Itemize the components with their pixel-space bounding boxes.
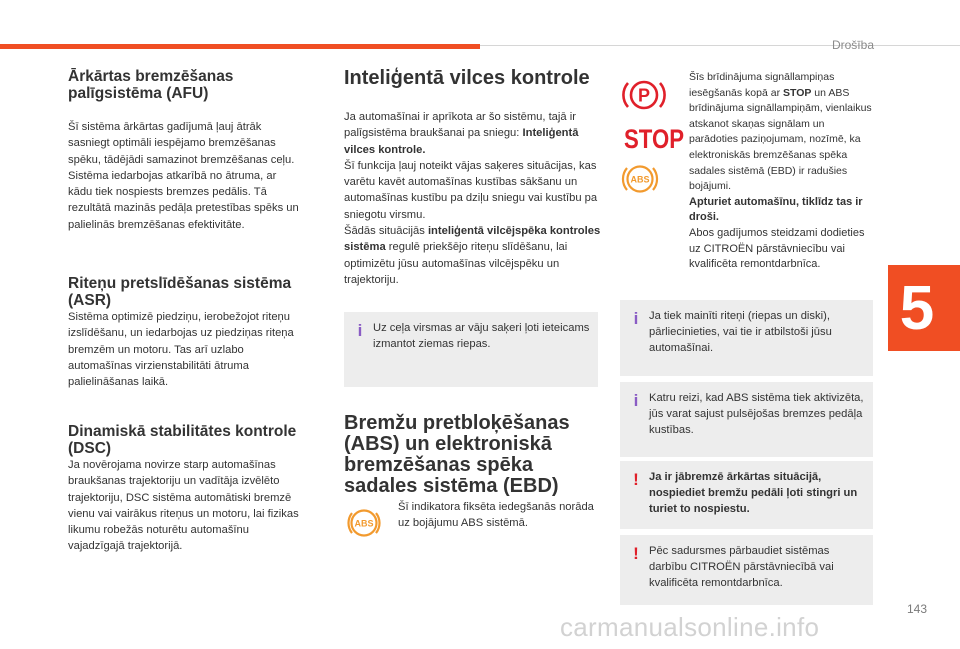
abs-pulse-note <box>620 382 873 457</box>
traction-para-1: Ja automašīnai ir aprīkota ar šo sistēmu, tajā ir palīgsistēma braukšanai pa sniegu: Inteliģentā vilces kontrole. <box>344 111 579 156</box>
stop-warning-icon <box>624 122 686 154</box>
dsc-body: Ja novērojama novirze starp automašīnas braukšanas trajektoriju un vadītāja izvēlēto trajektoriju, DSC sistēma automātiski bremzē vienu vai vairākus riteņus un motoru, lai fizikas likumu robežās noturētu automašīnu vajadzīgajā trajektorijā. <box>68 459 299 553</box>
ebd-warning-text: Šīs brīdinājuma signāllampiņas iesēgšanās kopā ar STOP un ABS brīdinājuma signāllampiņām, vienlaikus atskanot skaņas signālam un parādoties paziņojumam, nozīmē, ka elektroniskās bremzēšanas spēka sadales sistēmā (EBD) ir radušies bojājumi. Apturiet automašīnu, tiklīdz tas ir droši. Abos gadījumos steidzami dodieties uz CITROËN pārstāvniecību vai kvalificēta remontdarbnīca. <box>689 70 872 273</box>
emergency-braking-note <box>620 461 873 529</box>
abs-warning-icon <box>619 159 661 199</box>
traction-title: Inteliģentā vilces kontrole <box>344 67 590 89</box>
asr-title: Riteņu pretslīdēšanas sistēma (ASR) <box>68 275 292 309</box>
emergency-braking-note-text: Ja ir jābremzē ārkārtas situācijā, nospiediet bremžu pedāli ļoti stingri un turiet to nospiestu. <box>649 471 858 515</box>
abs-warning-icon-label: ABS <box>630 174 650 185</box>
afu-title: Ārkārtas bremzēšanas palīgsistēma (AFU) <box>68 68 234 102</box>
info-icon: i <box>633 309 639 328</box>
abs-indicator-text: Šī indikatora fiksēta iedegšanās norāda uz bojājumu ABS sistēmā. <box>398 501 594 530</box>
wheels-note <box>620 300 873 376</box>
abs-section <box>344 413 604 497</box>
dsc-title: Dinamiskā stabilitātes kontrole (DSC) <box>68 423 297 457</box>
afu-body: Šī sistēma ārkārtas gadījumā ļauj ātrāk sasniegt optimāli iespējamo bremzēšanas spēku, tādējādi samazinot bremzēšanas ceļu. Sistēma iedarbojas atkarībā no ātruma, ar kādu tiek nospiests bremzes pedālis. Tā rezultātā mazinās pedāļa pretestības spēks un palielinās bremzēšanas efektivitāte. <box>68 121 299 231</box>
winter-tyres-note <box>344 312 598 387</box>
header-accent-bar <box>0 44 480 49</box>
info-icon: i <box>357 321 363 340</box>
info-icon: i <box>633 391 639 410</box>
after-collision-note <box>620 535 873 605</box>
abs-title: Bremžu pretbloķēšanas (ABS) un elektroniskā bremzēšanas spēka sadales sistēma (EBD) <box>344 412 570 497</box>
abs-icon-label: ABS <box>354 518 374 529</box>
warning-icon: ! <box>633 544 639 563</box>
abs-indicator-icon <box>344 503 384 543</box>
parking-brake-warning-icon <box>622 75 666 115</box>
parking-icon-letter: P <box>637 85 651 106</box>
asr-body: Sistēma optimizē piedziņu, ierobežojot riteņu izslīdēšanu, un iedarbojas uz piedziņas riteņa bremzēm un motoru. Tas arī uzlabo automašīnas virzienstabilitāti ātruma palielināšanas laikā. <box>68 311 294 389</box>
wheels-note-text: Ja tiek mainīti riteņi (riepas un diski), pārliecinieties, vai tie ir atbilstoši jūsu automašīnai. <box>649 310 832 354</box>
stop-icon-label: STOP <box>624 124 684 154</box>
warning-icon: ! <box>633 470 639 489</box>
winter-tyres-note-text: Uz ceļa virsmas ar vāju saķeri ļoti ieteicams izmantot ziemas riepas. <box>373 322 590 350</box>
traction-para-2: Šī funkcija ļauj noteikt vājas saķeres situācijas, kas varētu kavēt automašīnas kustības sākšanu un automašīnas kustību pa dziļu sniegu vai kustību pa sniegotu virsmu. <box>344 159 598 221</box>
afu-section <box>68 68 300 233</box>
traction-section <box>344 68 602 288</box>
header-rule <box>480 45 960 46</box>
page-number: 143 <box>906 602 927 616</box>
stop-car-instruction: Apturiet automašīnu, tiklīdz tas ir droši. <box>689 195 863 224</box>
section-title: Drošība <box>831 38 874 52</box>
traction-para-3: Šādās situācijās inteliģentā vilcējspēka kontroles sistēma regulē priekšējo riteņu slīdēšanu, lai optimizētu jūsu automašīnas vilcējspēku un trajektoriju. <box>344 225 601 286</box>
chapter-tab: 5 <box>888 265 960 351</box>
abs-pulse-note-text: Katru reizi, kad ABS sistēma tiek aktivizēta, jūs varat sajust pulsējošas bremzes pedāļa kustības. <box>649 392 864 436</box>
contact-dealer-text: Abos gadījumos steidzami dodieties uz CITROËN pārstāvniecību vai kvalificēta remontdarbnīca. <box>689 226 865 271</box>
watermark: carmanualsonline.info <box>560 612 820 642</box>
asr-section <box>68 275 300 390</box>
after-collision-note-text: Pēc sadursmes pārbaudiet sistēmas darbību CITROËN pārstāvniecībā vai kvalificēta remontdarbnīca. <box>649 545 834 589</box>
dsc-section <box>68 423 300 555</box>
